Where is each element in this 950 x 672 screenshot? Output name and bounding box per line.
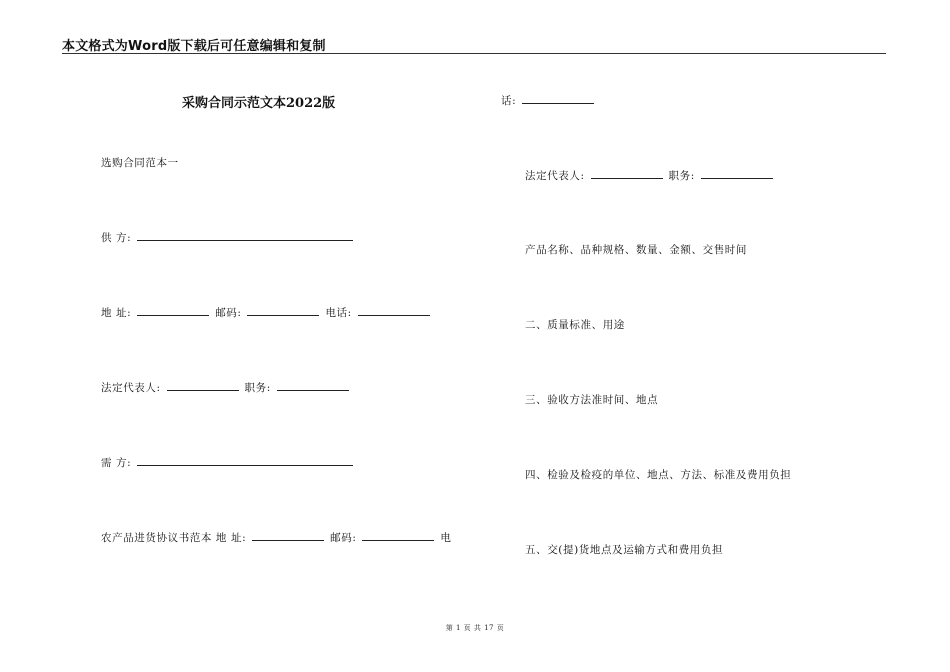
clause-5 (525, 543, 723, 557)
buyer-line (101, 455, 355, 470)
clause-product (525, 243, 747, 257)
address-blank (137, 305, 209, 316)
clause-2-text: 二、质量标准、用途 (525, 319, 625, 331)
clause-2 (525, 318, 625, 332)
supplier-label: 供 方: (101, 232, 132, 244)
clause-4 (525, 468, 791, 482)
clause-4-text: 四、检验及检疫的单位、地点、方法、标准及费用负担 (525, 469, 792, 481)
agreement-trailing: 电 (440, 532, 452, 544)
buyer-blank (137, 455, 353, 466)
phone-continuation-blank (522, 93, 594, 104)
page-footer: 第 1 页 共 17 页 (445, 624, 505, 632)
legal-rep-line (101, 380, 351, 395)
position-blank (277, 380, 349, 391)
phone-blank (358, 305, 430, 316)
right-legal-rep-blank (591, 168, 663, 179)
right-position-label: 职务: (668, 170, 695, 182)
right-legal-rep-line (525, 168, 775, 183)
clause-3-text: 三、验收方法准时间、地点 (525, 394, 659, 406)
position-label: 职务: (244, 382, 271, 394)
buyer-label: 需 方: (101, 457, 132, 469)
phone-label: 电话: (325, 307, 352, 319)
page-header (62, 34, 886, 54)
agreement-address-line (101, 530, 451, 545)
clause-3 (525, 393, 658, 407)
document-title: 采购合同示范文本2022版 (182, 96, 336, 111)
agreement-address-blank (252, 530, 324, 541)
sample-heading (101, 156, 179, 170)
right-legal-rep-label: 法定代表人: (525, 170, 585, 182)
agreement-prefix: 农产品进货协议书范本 地 址: (101, 532, 247, 544)
postcode-label: 邮码: (215, 307, 242, 319)
agreement-postcode-blank (362, 530, 434, 541)
legal-rep-label: 法定代表人: (101, 382, 161, 394)
right-position-blank (701, 168, 773, 179)
postcode-blank (247, 305, 319, 316)
page-header-text: 本文格式为Word版下载后可任意编辑和复制 (62, 39, 326, 54)
legal-rep-blank (167, 380, 239, 391)
address-line (101, 305, 432, 320)
clause-5-text: 五、交(提)货地点及运输方式和费用负担 (525, 544, 724, 556)
sample-heading-text: 选购合同范本一 (101, 157, 179, 169)
clause-product-text: 产品名称、品种规格、数量、金额、交售时间 (525, 244, 747, 256)
address-label: 地 址: (101, 307, 132, 319)
agreement-postcode-label: 邮码: (330, 532, 357, 544)
supplier-blank (137, 230, 353, 241)
supplier-line (101, 230, 355, 245)
phone-continuation-line (501, 93, 596, 108)
phone-continuation-label: 话: (501, 95, 517, 107)
